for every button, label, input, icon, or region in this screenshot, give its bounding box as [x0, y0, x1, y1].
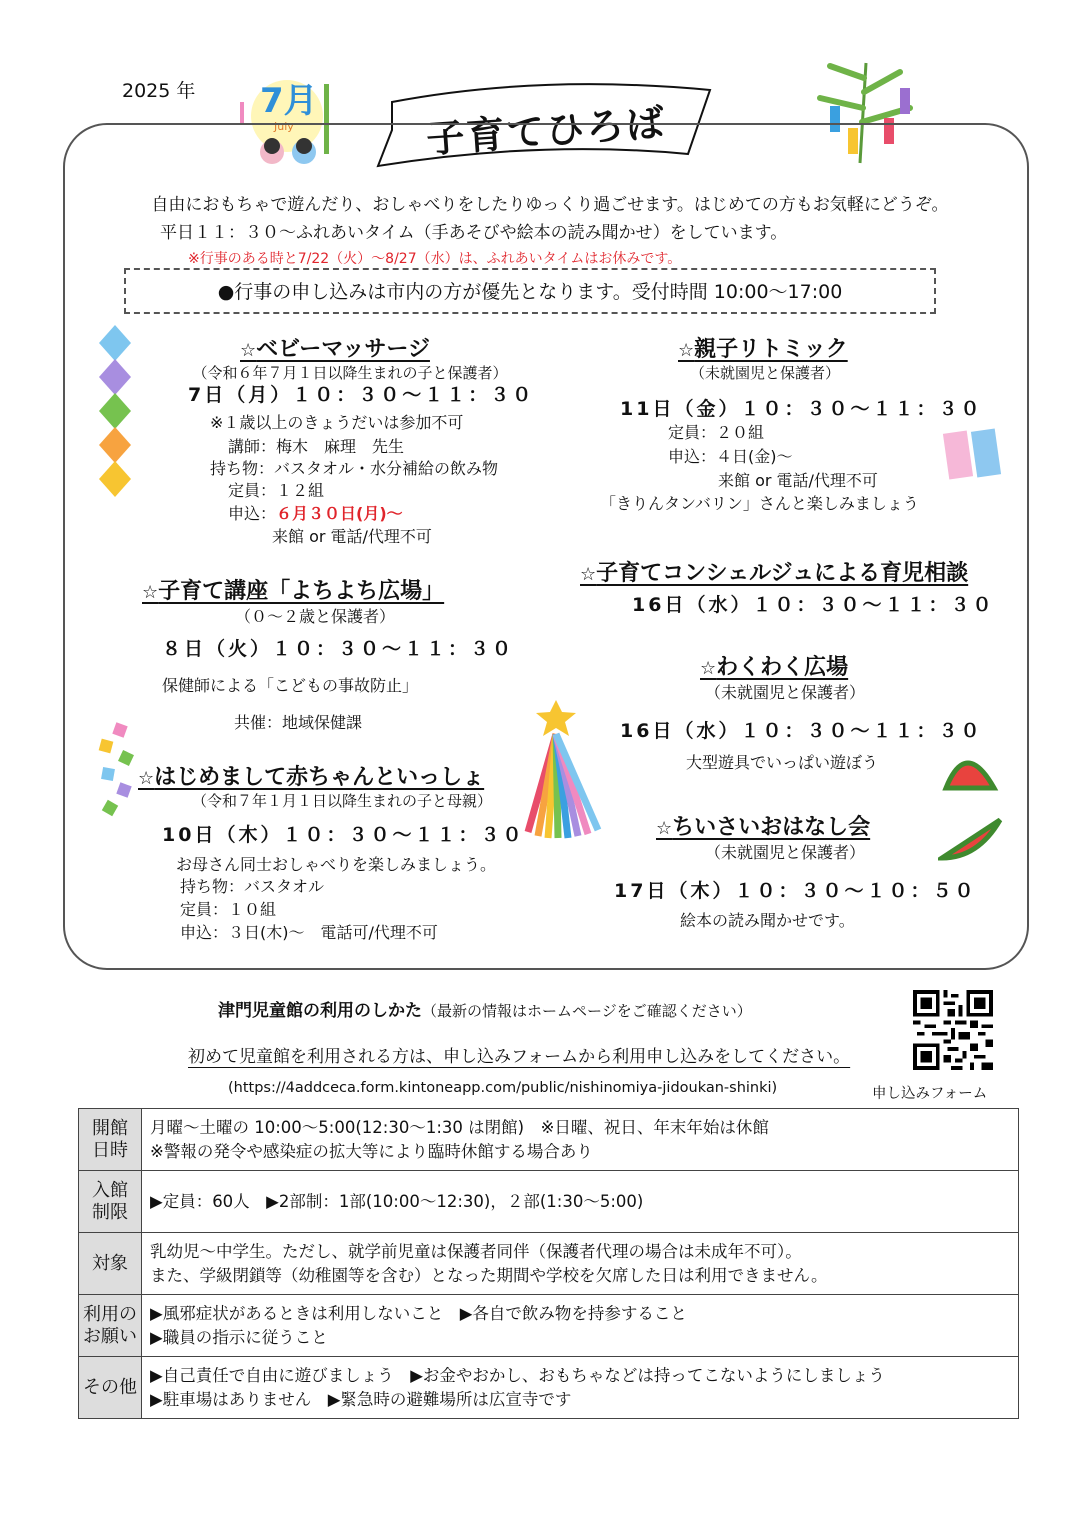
registration-url[interactable]: (https://4addceca.form.kintoneapp.com/public/nishinomiya-jidoukan-shinki) [228, 1080, 778, 1096]
event-desc: お母さん同士おしゃべりを楽しみましょう。 [176, 855, 497, 874]
event-apply: 申込：４日(金)～ [668, 447, 793, 466]
event-apply-method: 来館 or 電話/代理不可 [272, 527, 432, 546]
page-title: 子育てひろば [424, 100, 668, 162]
event-capacity: 定員：２０組 [668, 423, 765, 442]
event-time: 10日（木）１０：３０～１１：３０ [162, 824, 525, 846]
event-time: 16日（水）１０：３０～１１：３０ [632, 594, 995, 616]
event-eligibility: （未就園児と保護者） [689, 364, 840, 382]
event-title-rhythmic: ☆親子リトミック [678, 337, 848, 362]
event-capacity: 定員：１０組 [180, 900, 277, 919]
event-apply-method: 来館 or 電話/代理不可 [718, 471, 878, 490]
row-content: 月曜～土曜の 10:00～5:00(12:30～1:30 は閉館) ※日曜、祝日、年末年始は休館 ※警報の発令や感染症の拡大等により臨時休館する場合あり [142, 1109, 1019, 1171]
event-eligibility: （未就園児と保護者） [704, 843, 865, 862]
event-time: 11日（金）１０：３０～１１：３０ [620, 398, 983, 420]
intro-line-1: 自由におもちゃで遊んだり、おしゃべりをしたりゆっくり過ごせます。はじめての方もお気軽にどうぞ。 [151, 195, 949, 215]
table-row [79, 1109, 1019, 1171]
event-title-hajimemashite: ☆はじめまして赤ちゃんといっしょ [138, 765, 485, 790]
year-label: 2025 年 [122, 80, 196, 102]
watermelon-icon [938, 748, 1008, 866]
usage-instruction: 初めて児童館を利用される方は、申し込みフォームから利用申し込みをしてください。 [188, 1047, 851, 1067]
qr-code-icon[interactable] [913, 990, 993, 1070]
origami-cubes-decoration-icon [92, 722, 142, 822]
event-time: 16日（水）１０：３０～１１：３０ [620, 720, 983, 742]
row-header: その他 [79, 1357, 142, 1419]
application-notice: ●行事の申し込みは市内の方が優先となります。受付時間 10:00～17:00 [124, 268, 936, 314]
info-table [78, 1108, 1019, 1419]
event-time: ８日（火）１０：３０～１１：３０ [162, 638, 515, 660]
event-title-yochiyochi: ☆子育て講座「よちよち広場」 [142, 579, 445, 604]
month-en-text: July [274, 120, 294, 133]
event-lecturer: 講師：梅木 麻理 先生 [228, 437, 405, 456]
event-eligibility: （未就園児と保護者） [704, 683, 865, 702]
row-header: 開館 日時 [79, 1109, 142, 1171]
row-content: ▶自己責任で自由に遊びましょう ▶お金やおかし、おもちゃなどは持ってこないようにしましょう ▶駐車場はありません ▶緊急時の避難場所は広宣寺です [142, 1357, 1019, 1419]
event-eligibility: （令和６年７月１日以降生まれの子と保護者） [192, 364, 508, 382]
event-time: 17日（木）１０：３０～１０：５０ [614, 880, 977, 902]
paper-chain-decoration-icon [95, 325, 135, 500]
event-title-baby-massage: ☆ベビーマッサージ [240, 337, 430, 362]
table-row [79, 1233, 1019, 1295]
table-row [79, 1357, 1019, 1419]
event-bring: 持ち物：バスタオル [180, 877, 325, 896]
row-header: 利用の お願い [79, 1295, 142, 1357]
event-time: 7日（月）１０：３０～１１：３０ [188, 384, 535, 406]
event-title-wakuwaku: ☆わくわく広場 [700, 655, 849, 680]
event-cohost: 共催：地域保健課 [234, 713, 363, 732]
intro-line-2: 平日１１：３０～ふれあいタイム（手あそびや絵本の読み聞かせ）をしています。 [160, 223, 788, 243]
event-apply: 申込：６月３０日(月)～ [228, 504, 403, 523]
tanzaku-decoration-icon [942, 426, 1004, 486]
event-capacity: 定員：１２組 [228, 481, 325, 500]
form-label: 申し込みフォーム [872, 1086, 988, 1102]
event-note: ※１歳以上のきょうだいは参加不可 [210, 413, 464, 432]
month-badge-text: 7月 [260, 81, 318, 121]
event-title-ohanashi: ☆ちいさいおはなし会 [656, 815, 871, 840]
event-apply: 申込：３日(木)～ 電話可/代理不可 [180, 923, 438, 942]
table-row [79, 1171, 1019, 1233]
event-bring: 持ち物：バスタオル・水分補給の飲み物 [210, 459, 499, 478]
event-eligibility: （令和７年１月１日以降生まれの子と母親） [192, 792, 493, 810]
event-desc: 絵本の読み聞かせです。 [680, 911, 855, 930]
intro-notice-red: ※行事のある時と7/22（火）～8/27（水）は、ふれあいタイムはお休みです。 [188, 251, 682, 267]
event-desc: 保健師による「こどもの事故防止」 [162, 676, 419, 695]
table-row [79, 1295, 1019, 1357]
event-eligibility: （０～２歳と保護者） [234, 607, 395, 626]
row-header: 入館 制限 [79, 1171, 142, 1233]
event-title-concierge: ☆子育てコンシェルジュによる育児相談 [580, 561, 969, 586]
event-desc: 大型遊具でいっぱい遊ぼう [686, 753, 879, 772]
usage-title: 津門児童館の利用のしかた（最新の情報はホームページをご確認ください） [218, 1001, 752, 1021]
row-content: 乳幼児～中学生。ただし、就学前児童は保護者同伴（保護者代理の場合は未成年不可）。 また、学級閉鎖等（幼稚園等を含む）となった期間や学校を欠席した日は利用できません。 [142, 1233, 1019, 1295]
star-streamer-decoration-icon [522, 700, 606, 840]
row-header: 対象 [79, 1233, 142, 1295]
row-content: ▶風邪症状があるときは利用しないこと ▶各自で飲み物を持参すること ▶職員の指示に従うこと [142, 1295, 1019, 1357]
row-content: ▶定員：60人 ▶2部制：1部(10:00～12:30)，２部(1:30～5:00) [142, 1171, 1019, 1233]
event-desc: 「きりんタンバリン」さんと楽しみましょう [600, 494, 919, 513]
